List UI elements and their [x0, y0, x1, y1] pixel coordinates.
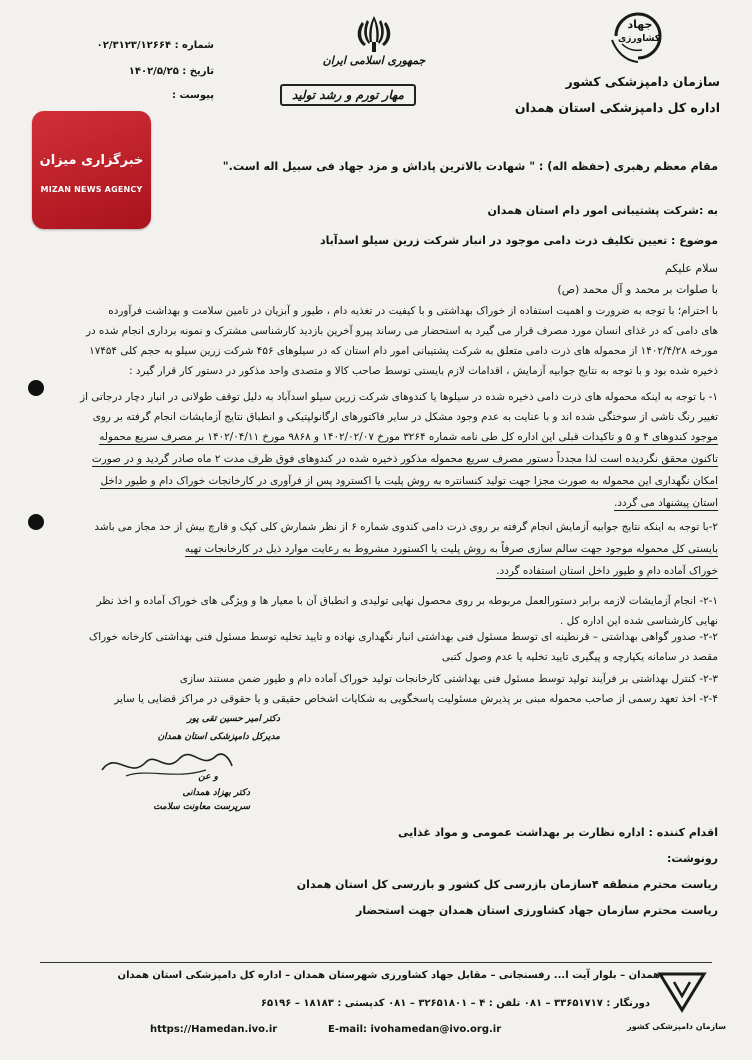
- greeting: سلام علیکم: [664, 262, 718, 275]
- slogan-box: [280, 84, 416, 106]
- hand-mark-icon: [26, 512, 46, 532]
- number-label: شماره :: [174, 40, 214, 51]
- subject: موضوع : تعیین تکلیف ذرت دامی موجود در انبار شرکت زرین سیلو اسدآباد: [319, 234, 718, 247]
- badge-subtitle: MIZAN NEWS AGENCY: [40, 185, 143, 194]
- item1-line-4: تاکنون محقق نگردیده است لذا مجدداً دستور مصرف سریع محموله مذکور ذخیره شده در کندوهای فوق ظرف مدت ۲ ماه صادر گردید و در صورت: [91, 453, 718, 465]
- letter-date-row: [64, 66, 214, 77]
- deputy-title: سرپرست معاونت سلامت: [153, 802, 250, 812]
- intro-line-1: با احترام؛ با توجه به ضرورت و اهمیت استفاده از خوراک بهداشتی و با کیفیت در تغذیه دام ، طیور و آبزیان در تامین سلامت و بهداشت فرآورده: [108, 305, 718, 317]
- cc-line-2: ریاست محترم سازمان جهاد کشاورزی استان همدان جهت استحضار: [356, 904, 718, 917]
- action-label: اقدام کننده :: [648, 826, 718, 839]
- action-value: اداره نظارت بر بهداشت عمومی و مواد غذایی: [397, 826, 645, 839]
- footer-website[interactable]: https://Hamedan.ivo.ir: [150, 1024, 278, 1035]
- iran-emblem-icon: [348, 12, 400, 56]
- leader-quote: مقام معظم رهبری (حفظه اله) : " شهادت بالاترین پاداش و مزد جهاد فی سبیل اله است.": [222, 160, 718, 173]
- slogan-text: مهار تورم و رشد تولید: [292, 88, 404, 102]
- item1-line-5: امکان نگهداری این محموله به صورت مجزا جهت تولید کنسانتره به روش پلیت یا اکسترود پس از فرآوری در کارخانجات خوراک دام و طیور داخل: [100, 475, 718, 487]
- item1-line-1: ۱- با توجه به اینکه محموله های ذرت دامی ذخیره شده در سیلوها یا کندوهای شرکت زرین سیلو اسدآباد به دلیل توقف طولانی در انبار دچار درجاتی از: [80, 391, 718, 403]
- signer-name: دکتر امیر حسین تقی پور: [187, 714, 280, 724]
- sub1-line-2: نهایی کارشناسی شده این اداره کل .: [560, 615, 718, 627]
- badge-title: خبرگزاری میزان: [39, 153, 144, 168]
- emblem-caption: جمهوری اسلامی ایران: [322, 54, 426, 67]
- intro-line-4: ذخیره شده بود و با توجه به نتایج جوابیه آزمایش ، اقدامات لازم بایستی توسط صاحب کالا و متصدی واحد مذکور در دستور کار قرار گیرد :: [129, 365, 718, 377]
- sub1-line-1: ۲-۱- انجام آزمایشات لازمه برابر دستورالعمل مربوطه بر روی محصول نهایی تولیدی و انطباق آن با معیار ها و ویژگی های خوراک آماده و اخذ نظر: [96, 595, 718, 607]
- news-agency-badge: [32, 111, 151, 229]
- attachment-label: پیوست :: [171, 90, 214, 101]
- org-line-1: سازمان دامپزشکی کشور: [565, 74, 720, 89]
- sub4: ۲-۴- اخذ تعهد رسمی از صاحب محموله مبنی بر پذیرش مسئولیت پاسخگویی به شکایات اشخاص حقیقی و یا حقوقی در مراکز قضایی یا سایر: [114, 693, 718, 705]
- action-row: [398, 826, 718, 840]
- intro-line-2: های دامی که در غذای انسان مورد مصرف قرار می گیرد به استحضار می رساند پیرو آخرین بازدید کارشناسی مشترک و نمونه برداری انجام شده در: [85, 325, 718, 337]
- footer-logo-caption: سازمان دامپزشکی کشور: [627, 1022, 726, 1031]
- logo-text-bottom: کشاورزی: [618, 34, 660, 44]
- footer-divider: [40, 962, 712, 963]
- date-label: تاریخ :: [182, 66, 214, 77]
- logo-text-top: جهاد: [627, 18, 653, 31]
- on-behalf: و عن: [198, 772, 218, 782]
- intro-line-3: مورخه ۱۴۰۲/۴/۲۸ از محموله های ذرت دامی متعلق به شرکت پشتیبانی امور دام استان که در سیلوهای ۴۵۶ شرکت زرین سیلو به حجم کلی ۱۷۴۵۴: [89, 345, 718, 357]
- salawat: با صلوات بر محمد و آل محمد (ص): [557, 283, 718, 296]
- item2-line-3: خوراک آماده دام و طیور داخل استان استفاده گردد.: [496, 565, 718, 577]
- item1-line-6: استان پیشنهاد می گردد.: [614, 497, 718, 509]
- sub3: ۲-۳- کنترل بهداشتی بر فرآیند تولید توسط مسئول فنی بهداشتی کارخانجات تولید خوراک آماده دام و طیور ضمن مستند سازی: [179, 673, 718, 685]
- sub2-line-2: مقصد در سامانه یکپارچه و پیگیری تایید تخلیه یا عدم وصول کتبی: [441, 651, 718, 663]
- item1-line-2: تغییر رنگ ناشی از سوختگی شده اند و با عنایت به عدم وجود مشکل در سایر فاکتورهای ارگانولپتیکی و انطباق نتایج آزمایشات انجام گرفته بر روی: [92, 411, 718, 423]
- hand-mark-icon: [26, 378, 46, 398]
- footer-email[interactable]: E-mail: ivohamedan@ivo.org.ir: [328, 1024, 502, 1035]
- number-value: ۰۲/۳۱۲۳/۱۲۶۶۴: [96, 40, 172, 51]
- recipient: به :شرکت پشتیبانی امور دام استان همدان: [487, 204, 718, 217]
- deputy-name: دکتر بهزاد همدانی: [182, 788, 250, 798]
- item2-line-1: ۲-با توجه به اینکه نتایج جوابیه آزمایش انجام گرفته بر روی ذرت دامی کندوی شماره ۶ از نظر شمارش کلی کپک و قارچ بیش از حد مجاز می باشد: [94, 521, 718, 533]
- sub2-line-1: ۲-۲- صدور گواهی بهداشتی – قرنطینه ای توسط مسئول فنی بهداشتی انبار نگهداری نهاده و تایید تخلیه توسط مسئول فنی بهداشتی کارخانه خوراک: [88, 631, 718, 643]
- item1-line-3: موجود کندوهای ۴ و ۵ و تاکیدات قبلی این اداره کل طی نامه شماره ۳۲۶۴ مورخ ۱۴۰۲/۰۲/۰۷ و ۹۸۶۸ مورخ ۱۴۰۲/۰۴/۱۱ بر مصرف سریع محموله: [99, 431, 718, 443]
- footer-phones: دورنگار : ۳۳۶۵۱۷۱۷ – ۰۸۱ تلفن : ۴ – ۳۲۶۵۱۸۰۱ – ۰۸۱ کدپستی : ۱۸۱۸۳ – ۶۵۱۹۶: [260, 998, 650, 1009]
- date-value: ۱۴۰۲/۵/۲۵: [128, 66, 179, 77]
- signer-title: مدیرکل دامپزشکی استان همدان: [157, 732, 280, 742]
- letter-attachment-row: [64, 90, 214, 101]
- footer-address: همدان – بلوار آیت ا... رفسنجانی – مقابل جهاد کشاورزی شهرستان همدان – اداره کل دامپزشکی استان همدان: [117, 970, 660, 981]
- cc-label: رونوشت:: [666, 852, 718, 865]
- cc-line-1: ریاست محترم منطقه ۴سازمان بازرسی کل کشور و بازرسی کل استان همدان: [296, 878, 718, 891]
- item2-line-2: بایستی کل محموله موجود جهت سالم سازی صرفاً به روش پلیت یا اکستورد مشروط به رعایت موارد ذیل در کارخانجات تهیه: [184, 543, 718, 555]
- org-line-2: اداره کل دامپزشکی استان همدان: [514, 100, 720, 115]
- vet-org-logo-icon: [652, 968, 712, 1014]
- letter-number-row: [64, 40, 214, 51]
